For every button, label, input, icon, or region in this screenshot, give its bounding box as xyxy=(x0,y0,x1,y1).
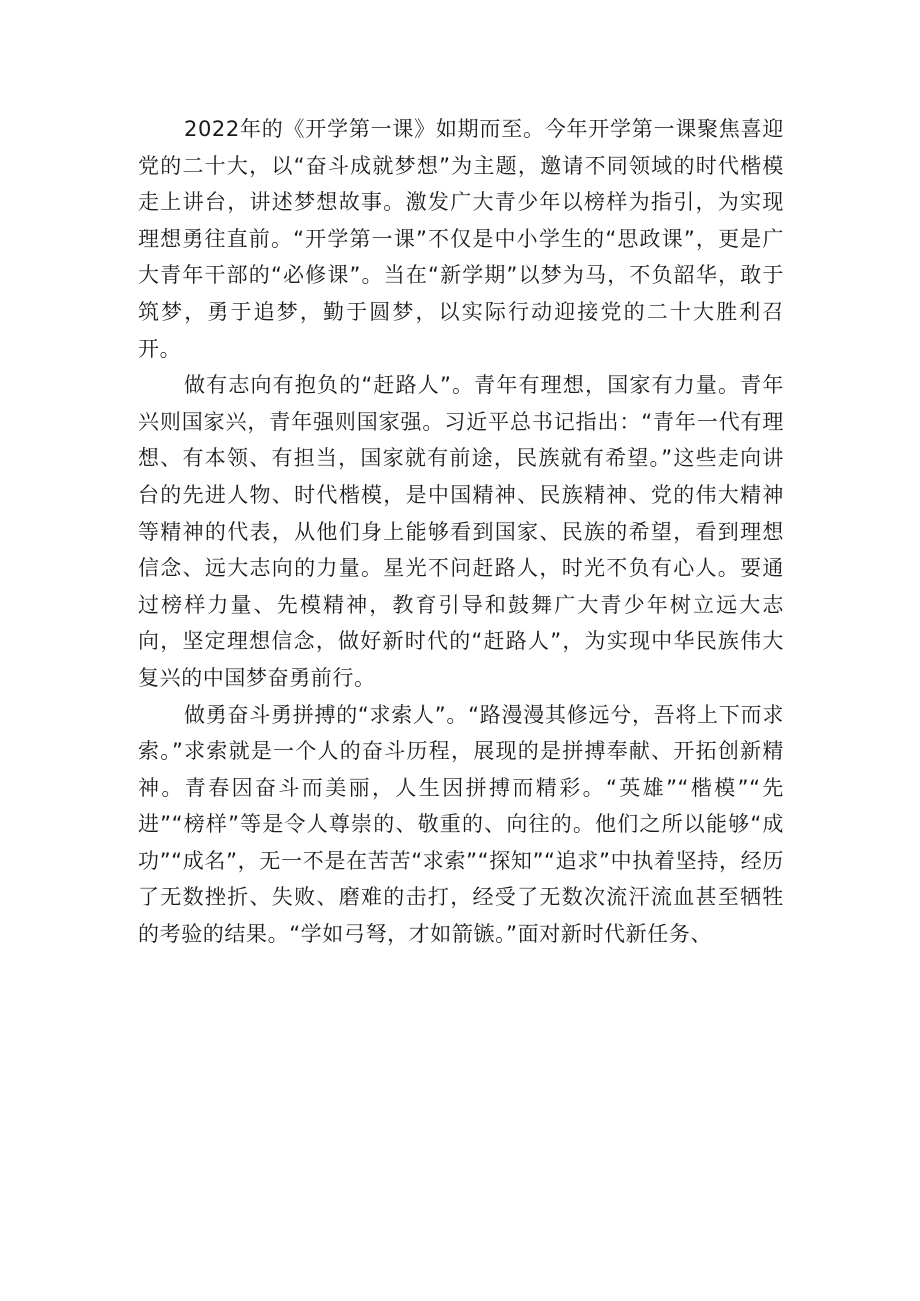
paragraph-qiusuoren: 做勇奋斗勇拼搏的“求索人”。“路漫漫其修远兮，吾将上下而求索。”求索就是一个人的奋斗历程，展现的是拼搏奉献、开拓创新精神。青春因奋斗而美丽，人生因拼搏而精彩。“英雄”“楷模”“先进”“榜样”等是令人尊崇的、敬重的、向往的。他们之所以能够“成功”“成名”，无一不是在苦苦“求索”“探知”“追求”中执着坚持，经历了无数挫折、失败、磨难的击打，经受了无数次流汗流血甚至牺牲的考验的结果。“学如弓弩，才如箭镞。”面对新时代新任务、 xyxy=(138,702,784,947)
paragraph-opening: 2022年的《开学第一课》如期而至。今年开学第一课聚焦喜迎党的二十大，以“奋斗成就梦想”为主题，邀请不同领域的时代楷模走上讲台，讲述梦想故事。激发广大青少年以榜样为指引，为实现理想勇往直前。“开学第一课”不仅是中小学生的“思政课”，更是广大青年干部的“必修课”。当在“新学期”以梦为马，不负韶华，敢于筑梦，勇于追梦，勤于圆梦，以实际行动迎接党的二十大胜利召开。 xyxy=(138,117,784,361)
paragraph-ganluren: 做有志向有抱负的“赶路人”。青年有理想，国家有力量。青年兴则国家兴，青年强则国家强。习近平总书记指出：“青年一代有理想、有本领、有担当，国家就有前途，民族就有希望。”这些走向讲台的先进人物、时代楷模，是中国精神、民族精神、党的伟大精神等精神的代表，从他们身上能够看到国家、民族的希望，看到理想信念、远大志向的力量。星光不问赶路人，时光不负有心人。要通过榜样力量、先模精神，教育引导和鼓舞广大青少年树立远大志向，坚定理想信念，做好新时代的“赶路人”，为实现中华民族伟大复兴的中国梦奋勇前行。 xyxy=(138,373,784,690)
document-body xyxy=(138,111,784,953)
